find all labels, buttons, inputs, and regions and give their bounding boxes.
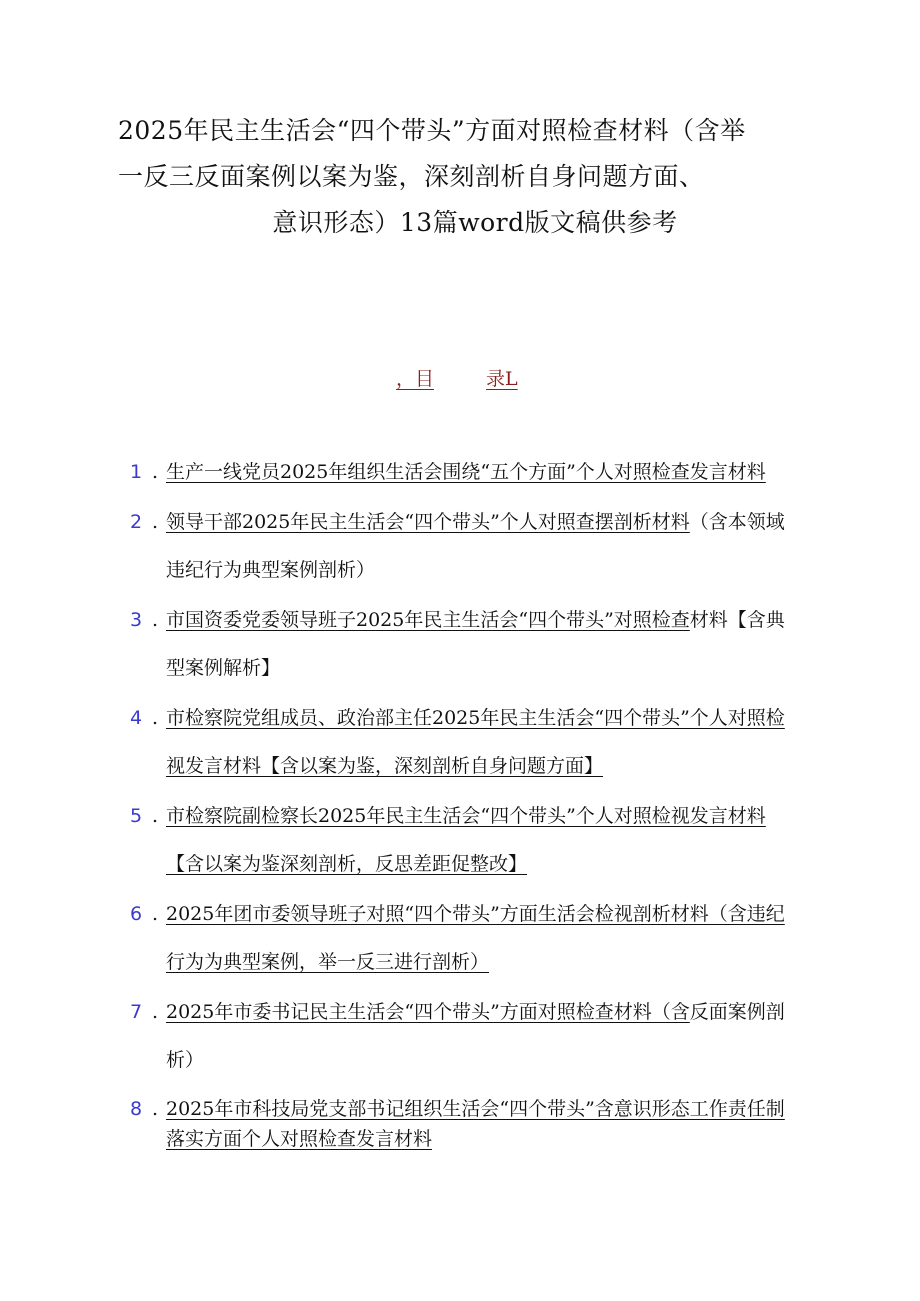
toc-item-link[interactable]: 生产一线党员2025年组织生活会围绕“五个方面”个人对照检查发言材料 <box>166 461 766 483</box>
toc-item[interactable]: 4 . 市检察院党组成员、政治部主任2025年民主生活会“四个带头”个人对照检视发言材料【含以案为鉴，深刻剖析自身问题方面】 <box>130 694 800 790</box>
toc-item-link[interactable]: 2025年市科技局党支部书记组织生活会“四个带头”含意识形态工作责任制落实方面个人对照检查发言材料 <box>166 1098 785 1150</box>
toc-item[interactable]: 2 . 领导干部2025年民主生活会“四个带头”个人对照查摆剖析材料（含本领域违纪行为典型案例剖析） <box>130 498 800 594</box>
toc-item-number: 7 <box>130 1001 143 1023</box>
toc-item[interactable]: 8 . 2025年市科技局党支部书记组织生活会“四个带头”含意识形态工作责任制落实方面个人对照检查发言材料 <box>130 1086 800 1154</box>
toc-heading-left: ，目 <box>396 368 435 390</box>
toc-item[interactable]: 6 . 2025年团市委领导班子对照“四个带头”方面生活会检视剖析材料（含违纪行为为典型案例，举一反三进行剖析） <box>130 890 800 986</box>
toc-item-number: 1 <box>130 461 143 483</box>
toc-item-link[interactable]: 市检察院党组成员、政治部主任2025年民主生活会“四个带头”个人对照检视发言材料【含以案为鉴，深刻剖析自身问题方面】 <box>166 707 785 777</box>
toc-item-tail: 材料【含典型案例解析】 <box>166 609 785 679</box>
toc-item[interactable]: 1 . 生产一线党员2025年组织生活会围绕“五个方面”个人对照检查发言材料 <box>130 448 800 496</box>
toc-item-number: 2 <box>130 511 143 533</box>
toc-item-link[interactable]: 市检察院副检察长2025年民主生活会“四个带头”个人对照检视发言材料【含以案为鉴深刻剖析，反思差距促整改】 <box>166 805 766 875</box>
toc-item-number: 6 <box>130 903 143 925</box>
toc-item-number: 4 <box>130 707 143 729</box>
toc-item[interactable]: 3 . 市国资委党委领导班子2025年民主生活会“四个带头”对照检查材料【含典型案例解析】 <box>130 596 800 692</box>
toc-item-link[interactable]: 市国资委党委领导班子2025年民主生活会“四个带头”对照检查 <box>166 609 690 631</box>
toc-item-number: 5 <box>130 805 143 827</box>
toc-item-link[interactable]: 2025年团市委领导班子对照“四个带头”方面生活会检视剖析材料（含违纪行为为典型案例，举一反三进行剖析） <box>166 903 785 973</box>
toc-item-number: 3 <box>130 609 143 631</box>
toc-item[interactable]: 7 . 2025年市委书记民主生活会“四个带头”方面对照检查材料（含反面案例剖析） <box>130 988 800 1084</box>
document-title <box>110 108 810 246</box>
title-line-2: 一反三反面案例以案为鉴，深刻剖析自身问题方面、 <box>118 162 705 191</box>
toc-item[interactable]: 5 . 市检察院副检察长2025年民主生活会“四个带头”个人对照检视发言材料【含以案为鉴深刻剖析，反思差距促整改】 <box>130 792 800 888</box>
table-of-contents <box>130 448 800 1156</box>
toc-item-tail: 反面案例剖析） <box>166 1001 785 1071</box>
toc-item-link[interactable]: 领导干部2025年民主生活会“四个带头”个人对照查摆剖析材料 <box>166 511 690 533</box>
toc-item-tail: （含本领域违纪行为典型案例剖析） <box>166 511 785 581</box>
title-line-3: 意识形态）13篇word版文稿供参考 <box>272 208 678 237</box>
title-line-1: 2025年民主生活会“四个带头”方面对照检查材料（含举 <box>118 116 746 145</box>
toc-heading <box>396 364 518 391</box>
toc-heading-right: 录L <box>486 368 518 390</box>
toc-item-link[interactable]: 2025年市委书记民主生活会“四个带头”方面对照检查材料（含 <box>166 1001 690 1023</box>
toc-item-number: 8 <box>130 1098 143 1120</box>
